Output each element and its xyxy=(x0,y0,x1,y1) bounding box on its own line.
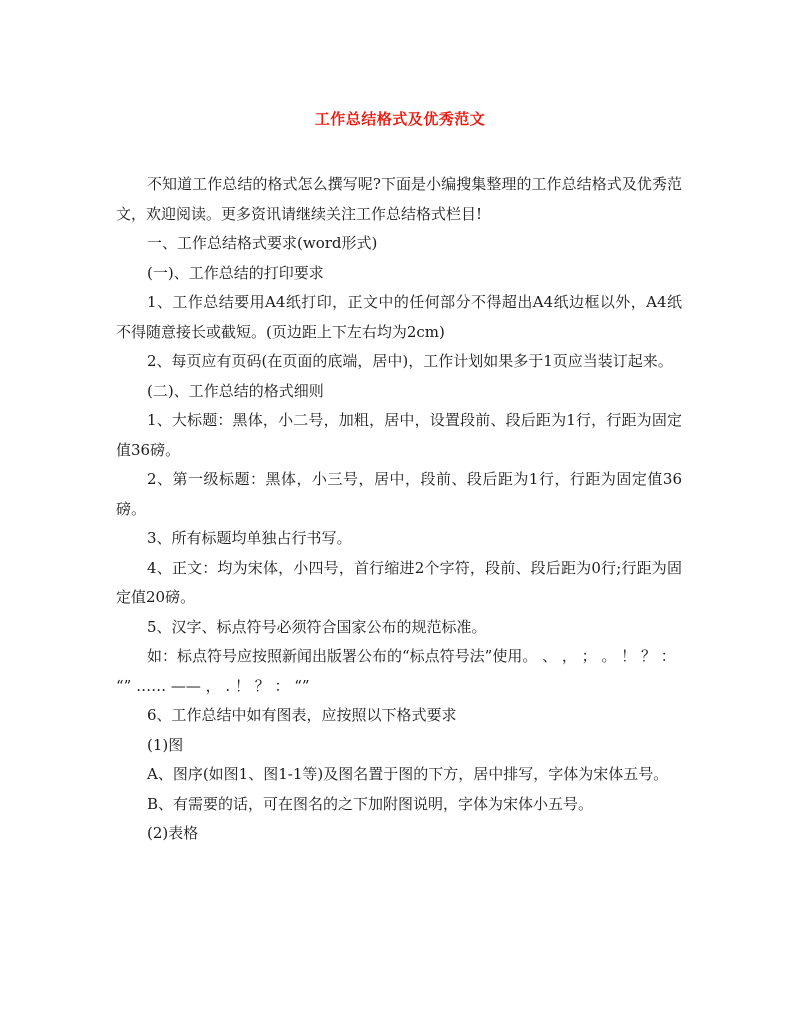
format-rule-3: 3、所有标题均单独占行书写。 xyxy=(147,529,352,547)
print-rule-2: 2、每页应有页码(在页面的底端，居中)，工作计划如果多于1页应当装订起来。 xyxy=(147,352,673,370)
punctuation-example: 如：标点符号应按照新闻出版署公布的“标点符号法”使用。 、 ， ； 。 ！ ？ ： “” …… —— ， . ！ ？ ： “” xyxy=(116,647,676,695)
format-rule-5: 5、汉字、标点符号必须符合国家公布的规范标准。 xyxy=(147,617,487,636)
format-rule-6: 6、工作总结中如有图表，应按照以下格式要求 xyxy=(147,706,457,724)
subsection-heading-format: (二)、工作总结的格式细则 xyxy=(147,381,324,400)
format-rule-4: 4、正文：均为宋体，小四号，首行缩进2个字符，段前、段后距为0行;行距为固定值20磅。 xyxy=(116,558,682,606)
print-rule-1: 1、工作总结要用A4纸打印，正文中的任何部分不得超出A4纸边框以外，A4纸不得随意接长或截短。(页边距上下左右均为2cm) xyxy=(116,293,682,341)
subsection-heading-print: (一)、工作总结的打印要求 xyxy=(147,263,324,282)
document-body xyxy=(116,170,682,849)
figure-rule-b: B、有需要的话，可在图名的之下加附图说明，字体为宋体小五号。 xyxy=(147,794,594,813)
format-rule-1: 1、大标题：黑体，小二号，加粗，居中，设置段前、段后距为1行，行距为固定值36磅。 xyxy=(116,411,682,459)
intro-paragraph: 不知道工作总结的格式怎么撰写呢?下面是小编搜集整理的工作总结格式及优秀范文，欢迎阅读。更多资讯请继续关注工作总结格式栏目! xyxy=(116,175,682,223)
figure-heading: (1)图 xyxy=(147,735,184,754)
figure-rule-a: A、图序(如图1、图1-1等)及图名置于图的下方，居中排写，字体为宋体五号。 xyxy=(147,765,669,783)
section-heading-1: 一、工作总结格式要求(word形式) xyxy=(147,234,378,252)
format-rule-2: 2、第一级标题：黑体，小三号，居中，段前、段后距为1行，行距为固定值36磅。 xyxy=(116,470,682,518)
document-title: 工作总结格式及优秀范文 xyxy=(314,110,486,128)
table-heading: (2)表格 xyxy=(147,824,199,842)
